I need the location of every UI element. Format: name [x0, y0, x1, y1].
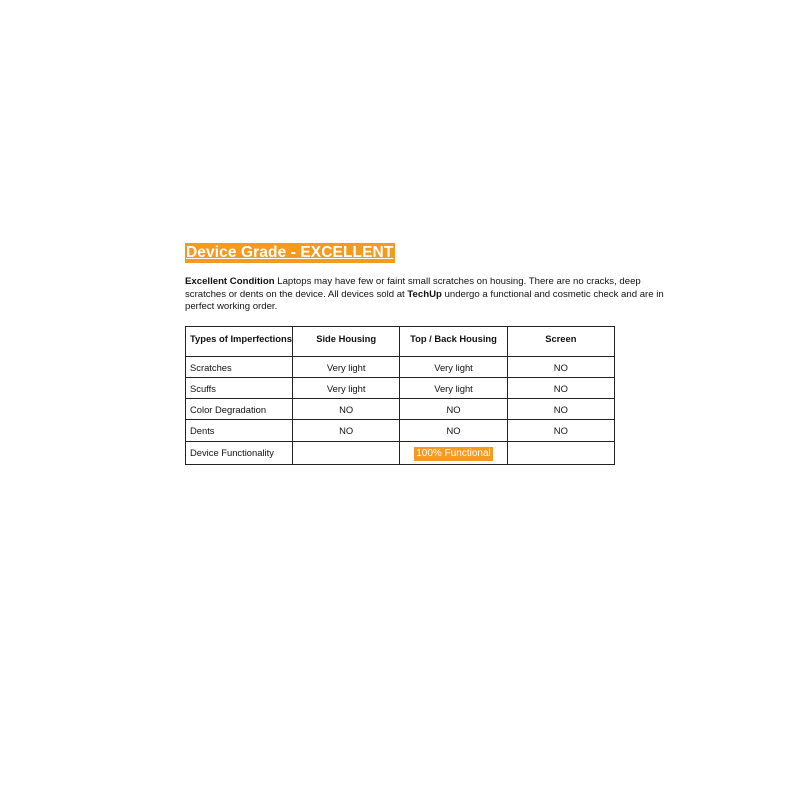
row-top: NO	[400, 398, 507, 419]
intro-paragraph	[185, 276, 683, 314]
row-screen: NO	[507, 398, 614, 419]
intro-lead: Excellent Condition	[185, 276, 275, 287]
functionality-label: Device Functionality	[186, 441, 293, 464]
table-row	[186, 419, 615, 441]
functionality-side	[293, 441, 400, 464]
table-row	[186, 377, 615, 398]
row-top: Very light	[400, 356, 507, 377]
device-grade-heading: Device Grade - EXCELLENT	[186, 244, 394, 261]
table-row	[186, 398, 615, 419]
row-type: Color Degradation	[186, 398, 293, 419]
row-top: Very light	[400, 377, 507, 398]
row-screen: NO	[507, 419, 614, 441]
row-side: NO	[293, 398, 400, 419]
row-top: NO	[400, 419, 507, 441]
intro-text-1: Laptops may have few or faint small scratches on housing. There are no cracks, deep scratches or dents on the device. All devices sold at	[185, 276, 641, 300]
document-body	[185, 243, 685, 465]
table-row	[186, 356, 615, 377]
row-type: Scuffs	[186, 377, 293, 398]
row-side: NO	[293, 419, 400, 441]
row-screen: NO	[507, 377, 614, 398]
imperfections-table	[185, 326, 615, 465]
row-type: Dents	[186, 419, 293, 441]
intro-text-2: undergo a functional and cosmetic check and are in perfect working order.	[185, 288, 664, 312]
functionality-row	[186, 441, 615, 464]
functionality-top	[400, 441, 507, 464]
table-header-row	[186, 326, 615, 356]
header-types: Types of Imperfections	[186, 326, 293, 356]
row-side: Very light	[293, 356, 400, 377]
header-side-housing: Side Housing	[293, 326, 400, 356]
functionality-screen	[507, 441, 614, 464]
row-side: Very light	[293, 377, 400, 398]
intro-brand: TechUp	[407, 288, 442, 300]
header-screen: Screen	[507, 326, 614, 356]
row-type: Scratches	[186, 356, 293, 377]
header-top-back-housing: Top / Back Housing	[400, 326, 507, 356]
row-screen: NO	[507, 356, 614, 377]
functional-badge: 100% Functional	[416, 447, 491, 459]
